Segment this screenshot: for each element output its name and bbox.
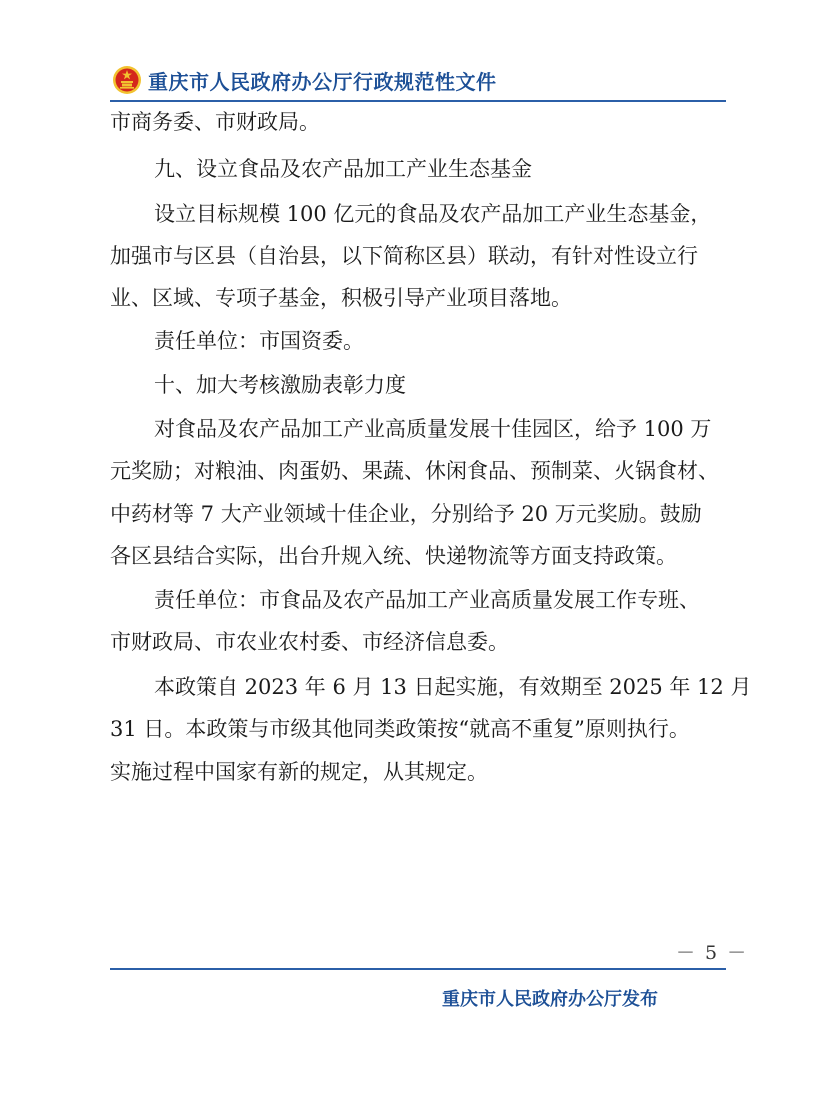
footer-publisher: 重庆市人民政府办公厅发布: [442, 989, 658, 1010]
body-line: 加强市与区县（自治县，以下简称区县）联动，有针对性设立行: [110, 244, 698, 268]
responsible-unit-line: 责任单位：市国资委。: [154, 329, 364, 353]
body-line: 元奖励；对粮油、肉蛋奶、果蔬、休闲食品、预制菜、火锅食材、: [110, 459, 719, 483]
national-emblem-icon: [112, 65, 142, 95]
body-line: 市财政局、市农业农村委、市经济信息委。: [110, 630, 509, 654]
body-line: 实施过程中国家有新的规定，从其规定。: [110, 760, 488, 784]
body-line: 设立目标规模 100 亿元的食品及农产品加工产业生态基金，: [154, 202, 712, 226]
body-line: 中药材等 7 大产业领域十佳企业，分别给予 20 万元奖励。鼓励: [110, 502, 702, 526]
page-number: － 5 －: [676, 942, 749, 964]
section-heading-ten: 十、加大考核激励表彰力度: [154, 373, 406, 397]
document-header: [112, 62, 724, 98]
responsible-unit-line: 责任单位：市食品及农产品加工产业高质量发展工作专班、: [154, 588, 700, 612]
body-line: 业、区域、专项子基金，积极引导产业项目落地。: [110, 286, 572, 310]
footer-divider: [110, 968, 726, 970]
body-line: 31 日。本政策与市级其他同类政策按“就高不重复”原则执行。: [110, 717, 690, 741]
body-line: 各区县结合实际，出台升规入统、快递物流等方面支持政策。: [110, 544, 677, 568]
header-divider: [110, 100, 726, 102]
body-line: 市商务委、市财政局。: [110, 110, 320, 134]
body-line: 对食品及农产品加工产业高质量发展十佳园区，给予 100 万: [154, 417, 712, 441]
effective-date-line: 本政策自 2023 年 6 月 13 日起实施，有效期至 2025 年 12 月: [154, 675, 752, 699]
section-heading-nine: 九、设立食品及农产品加工产业生态基金: [154, 157, 532, 181]
header-title: 重庆市人民政府办公厅行政规范性文件: [148, 70, 497, 94]
